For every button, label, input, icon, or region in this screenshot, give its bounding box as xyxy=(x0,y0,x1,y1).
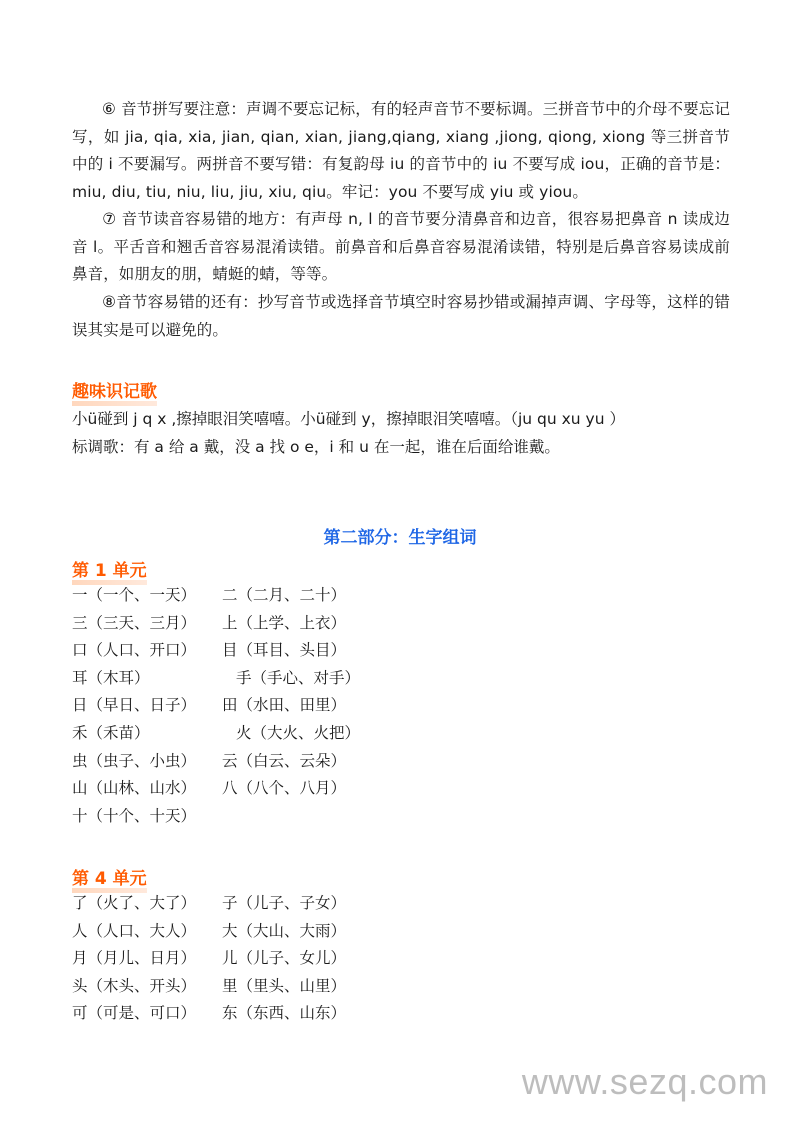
word-entry: 三（三天、三月） xyxy=(72,613,197,632)
note-text-7: ⑦ 音节读音容易错的地方：有声母 n, l 的音节要分清鼻音和边音，很容易把鼻音 n 读成边音 l。平舌音和翘舌音容易混淆读错。前鼻音和后鼻音容易混淆读错，特别是后鼻音容易读成前鼻音，如朋友的朋，蜻蜓的蜻，等等。 xyxy=(72,210,730,283)
word-entry: 东（东西、山东） xyxy=(222,1004,347,1023)
word-entry: 上（上学、上衣） xyxy=(222,613,347,632)
word-entry: 十（十个、十天） xyxy=(72,806,197,825)
word-entry: 禾（禾苗） xyxy=(72,723,150,742)
unit-title-1: 第 1 单元 xyxy=(72,556,147,581)
note-text-8: ⑧音节容易错的还有：抄写音节或选择音节填空时容易抄错或漏掉声调、字母等，这样的错误其实是可以避免的。 xyxy=(72,293,730,339)
word-entry: 山（山林、山水） xyxy=(72,779,197,798)
word-entry: 子（儿子、子女） xyxy=(222,894,347,912)
word-entry: 耳（木耳） xyxy=(72,668,150,687)
word-entry: 日（早日、日子） xyxy=(72,696,197,715)
word-entry: 可（可是、可口） xyxy=(72,1004,197,1023)
word-entry: 大（大山、大雨） xyxy=(222,921,347,940)
word-entry: 头（木头、开头） xyxy=(72,976,197,995)
word-entry: 儿（儿子、女儿） xyxy=(222,949,347,968)
word-entry: 目（耳目、头目） xyxy=(222,641,347,660)
fun-rhyme-1: 小ü碰到 j q x ,擦掉眼泪笑嘻嘻。小ü碰到 y，擦掉眼泪笑嘻嘻。（ju qu xu yu ） xyxy=(72,410,625,428)
fun-section-title: 趣味识记歌 xyxy=(72,377,157,402)
word-entry: 口（人口、开口） xyxy=(72,641,197,660)
word-entry: 八（八个、八月） xyxy=(222,779,347,798)
word-entry: 月（月儿、日月） xyxy=(72,949,197,968)
note-paragraph-7 xyxy=(72,206,730,289)
note-text-6: ⑥ 音节拼写要注意：声调不要忘记标，有的轻声音节不要标调。三拼音节中的介母不要忘记写，如 jia, qia, xia, jian, qian, xian, jiang,qiang, xiang ,jiong, qiong, xiong 等三拼音节中的 i 不要漏写。两拼音不要写错：有复韵母 iu 的音节中的 iu 不要写成 iou，正确的音节是：miu, diu, tiu, niu, liu, jiu, xiu, qiu。牢记：you 不要写成 yiu 或 yiou。 xyxy=(72,100,730,201)
part-title: 第二部分：生字组词 xyxy=(323,528,477,548)
word-entry: 虫（虫子、小虫） xyxy=(72,751,197,770)
word-entry: 了（火了、大了） xyxy=(72,894,197,912)
word-entry: 云（白云、云朵） xyxy=(222,751,347,770)
note-paragraph-6 xyxy=(72,96,730,206)
word-entry: 里（里头、山里） xyxy=(222,976,347,995)
word-entry: 人（人口、大人） xyxy=(72,921,197,940)
word-entry: 田（水田、田里） xyxy=(222,696,347,715)
unit-title-4: 第 4 单元 xyxy=(72,864,147,889)
note-paragraph-8 xyxy=(72,289,730,344)
word-entry: 一（一个、一天） xyxy=(72,586,197,604)
fun-rhyme-2: 标调歌：有 a 给 a 戴，没 a 找 o e，i 和 u 在一起，谁在后面给谁戴。 xyxy=(72,438,560,456)
watermark: www.sezq.com xyxy=(521,1061,768,1102)
word-entry: 火（大火、火把） xyxy=(236,723,361,742)
word-entry: 手（手心、对手） xyxy=(236,668,361,687)
word-entry: 二（二月、二十） xyxy=(222,586,347,604)
